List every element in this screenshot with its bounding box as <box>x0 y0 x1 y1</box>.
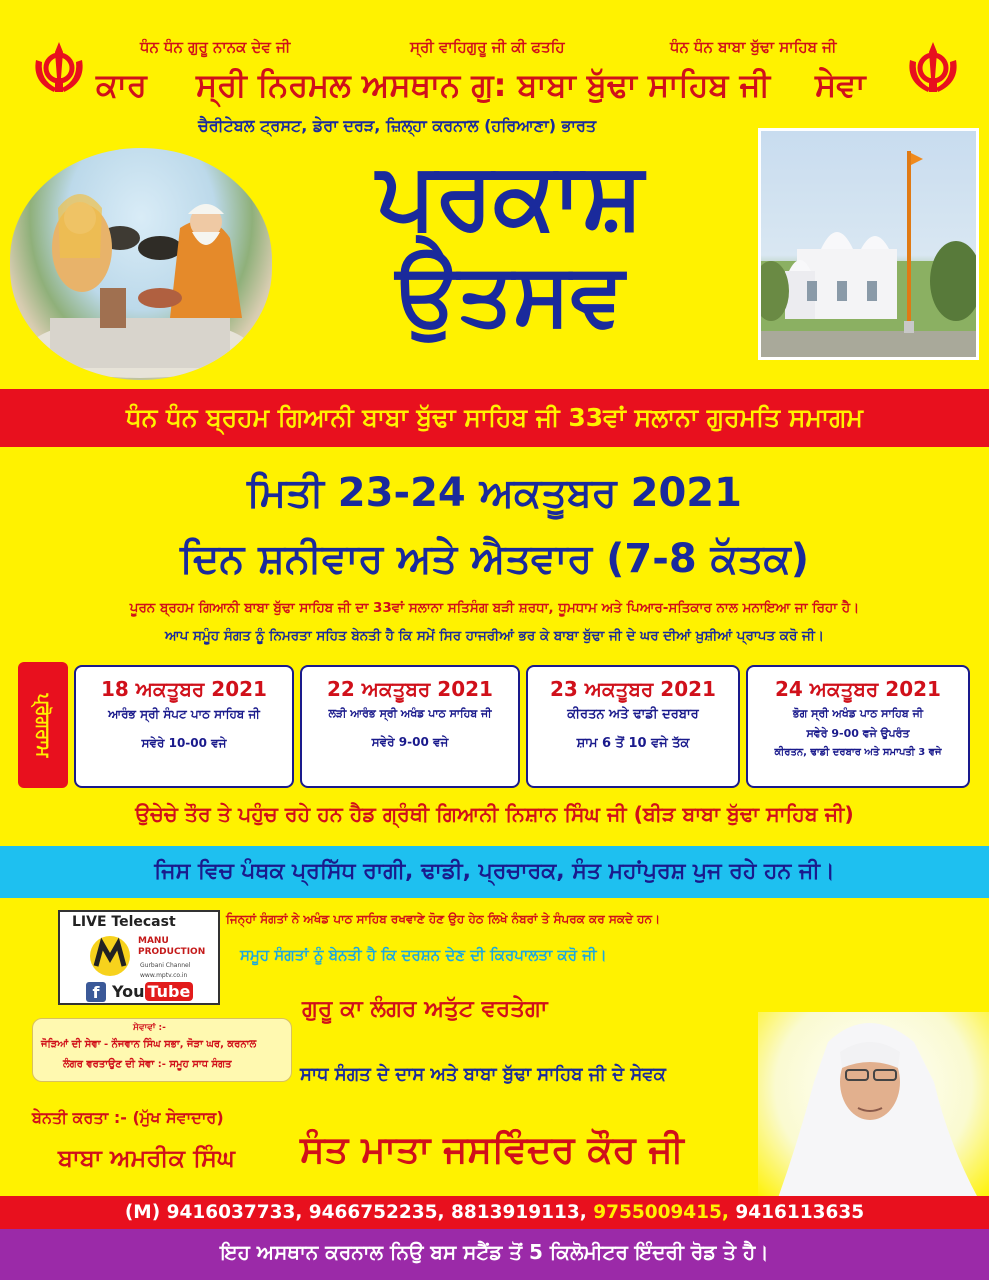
tag-waheguru: ਸ੍ਰੀ ਵਾਹਿਗੁਰੂ ਜੀ ਕੀ ਫਤਹਿ <box>410 38 565 56</box>
site-label: www.mptv.co.in <box>140 972 188 979</box>
program-card-line3: ਕੀਰਤਨ, ਢਾਡੀ ਦਰਬਾਰ ਅਤੇ ਸਮਾਪਤੀ 3 ਵਜੇ <box>774 747 942 758</box>
special-guest-line: ਉਚੇਚੇ ਤੌਰ ਤੇ ਪਹੁੰਚ ਰਹੇ ਹਨ ਹੈਡ ਗ੍ਰੰਥੀ ਗਿਆਨੀ ਨਿਸ਼ਾਨ ਸਿੰਘ ਜੀ (ਬੀੜ ਬਾਬਾ ਬੁੱਢਾ ਸਾਹਿਬ ਜੀ) <box>135 802 854 826</box>
program-card-date: 23 ਅਕਤੂਬਰ 2021 <box>550 677 716 701</box>
live-telecast-label <box>72 914 176 930</box>
khanda-icon-left <box>28 38 90 100</box>
program-card-1 <box>74 665 294 788</box>
mata-name: ਸੰਤ ਮਾਤਾ ਜਸਵਿੰਦਰ ਕੌਰ ਜੀ <box>300 1128 684 1171</box>
page-subtitle: ਚੈਰੀਟੇਬਲ ਟ੍ਰਸਟ, ਡੇਰਾ ਦਰੜ, ਜ਼ਿਲ੍ਹਾ ਕਰਨਾਲ (ਹਰਿਆਣਾ) ਭਾਰਤ <box>198 116 597 135</box>
performers-banner: ਜਿਸ ਵਿਚ ਪੰਥਕ ਪ੍ਰਸਿੱਧ ਰਾਗੀ, ਢਾਡੀ, ਪ੍ਰਚਾਰਕ, ਸੰਤ ਮਹਾਂਪੁਰਸ਼ ਪੁਜ ਰਹੇ ਹਨ ਜੀ। <box>0 846 989 898</box>
telecast-logo <box>58 910 220 1005</box>
program-card-line2: ਸ਼ਾਮ 6 ਤੋਂ 10 ਵਜੇ ਤੱਕ <box>576 736 690 751</box>
youtube-you: You <box>112 982 145 1001</box>
sevavan-title: ਸੇਵਾਵਾਂ :- <box>133 1023 166 1033</box>
program-card-line2: ਸਵੇਰੇ 10-00 ਵਜੇ <box>141 736 227 750</box>
painting-baba-budha <box>10 148 272 380</box>
darshan-request: ਸਮੂਹ ਸੰਗਤਾਂ ਨੂੰ ਬੇਨਤੀ ਹੈ ਕਿ ਦਰਸ਼ਨ ਦੇਣ ਦੀ ਕਿਰਪਾਲਤਾ ਕਰੋ ਜੀ। <box>240 946 607 964</box>
benti-karta-name: ਬਾਬਾ ਅਮਰੀਕ ਸਿੰਘ <box>58 1144 235 1172</box>
phone-numbers-bar <box>0 1196 989 1229</box>
samagam-banner: ਧੰਨ ਧੰਨ ਬ੍ਰਹਮ ਗਿਆਨੀ ਬਾਬਾ ਬੁੱਢਾ ਸਾਹਿਬ ਜੀ 33ਵਾਂ ਸਲਾਨਾ ਗੁਰਮਤਿ ਸਮਾਗਮ <box>0 389 989 447</box>
program-card-date: 18 ਅਕਤੂਬਰ 2021 <box>101 677 267 701</box>
program-card-line1: ਕੀਰਤਨ ਅਤੇ ਢਾਡੀ ਦਰਬਾਰ <box>567 707 699 722</box>
phone-numbers-3: 9416113635 <box>735 1202 865 1223</box>
seva-label: ਸੇਵਾ <box>815 66 866 104</box>
facebook-icon: f <box>86 982 106 1002</box>
photo-gurdwara <box>758 128 979 360</box>
program-card-date: 22 ਅਕਤੂਬਰ 2021 <box>327 677 493 701</box>
program-label-text: ਪ੍ਰੋਗਰਾਮ <box>32 693 54 757</box>
program-card-line1: ਲੜੀ ਆਰੰਭ ਸ੍ਰੀ ਅਖੰਡ ਪਾਠ ਸਾਹਿਬ ਜੀ <box>328 707 492 720</box>
manu-production-icon <box>86 934 134 978</box>
youtube-logo <box>112 982 193 1001</box>
program-card-3 <box>526 665 740 788</box>
tag-baba-budha: ਧੰਨ ਧੰਨ ਬਾਬਾ ਬੁੱਢਾ ਸਾਹਿਬ ਜੀ <box>670 38 837 56</box>
phone-numbers-1: (M) 9416037733, 9466752235, 8813919113, <box>124 1202 587 1223</box>
manu-production-label: MANU PRODUCTION <box>138 936 206 957</box>
event-date: ਮਿਤੀ 23-24 ਅਕਤੂਬਰ 2021 <box>247 470 742 516</box>
page-title: ਸ੍ਰੀ ਨਿਰਮਲ ਅਸਥਾਨ ਗੁ: ਬਾਬਾ ਬੁੱਢਾ ਸਾਹਿਬ ਜੀ <box>196 66 771 104</box>
hero-prakash: ਪ੍ਰਕਾਸ਼ <box>376 142 644 249</box>
gurbani-channel-label: Gurbani Channel <box>140 962 191 969</box>
sevavan-line-1: ਜੋੜਿਆਂ ਦੀ ਸੇਵਾ - ਨੌਜਵਾਨ ਸਿੰਘ ਸਭਾ, ਜੋੜਾ ਘਰ, ਕਰਨਾਲ <box>41 1039 257 1050</box>
sevak-line: ਸਾਧ ਸੰਗਤ ਦੇ ਦਾਸ ਅਤੇ ਬਾਬਾ ਬੁੱਢਾ ਸਾਹਿਬ ਜੀ ਦੇ ਸੇਵਕ <box>300 1064 666 1085</box>
event-days: ਦਿਨ ਸ਼ਨੀਵਾਰ ਅਤੇ ਐਤਵਾਰ (7-8 ਕੱਤਕ) <box>179 536 810 582</box>
program-card-line1: ਆਰੰਭ ਸ੍ਰੀ ਸੰਪਟ ਪਾਠ ਸਾਹਿਬ ਜੀ <box>108 707 260 721</box>
intro-line-1: ਪੂਰਨ ਬ੍ਰਹਮ ਗਿਆਨੀ ਬਾਬਾ ਬੁੱਢਾ ਸਾਹਿਬ ਜੀ ਦਾ 33ਵਾਂ ਸਲਾਨਾ ਸਤਿਸੰਗ ਬੜੀ ਸ਼ਰਧਾ, ਧੂਮਧਾਮ ਅਤੇ ਪਿਆਰ-ਸਤਿਕਾਰ ਨਾਲ ਮਨਾਇਆ ਜਾ ਰਿਹਾ ਹੈ। <box>129 600 860 616</box>
program-card-4 <box>746 665 970 788</box>
hero-utsav: ਉਤਸਵ <box>395 245 625 345</box>
location-footer: ਇਹ ਅਸਥਾਨ ਕਰਨਾਲ ਨਿਉ ਬਸ ਸਟੈਂਡ ਤੋਂ 5 ਕਿਲੋਮੀਟਰ ਇੰਦਰੀ ਰੋਡ ਤੇ ਹੈ। <box>0 1229 989 1280</box>
khanda-icon-right <box>902 38 964 100</box>
photo-mata-ji <box>758 1012 989 1198</box>
live-telecast-text: LIVE Telecast <box>72 914 176 930</box>
program-card-line2: ਸਵੇਰੇ 9-00 ਵਜੇ ਉਪਰੰਤ <box>806 727 910 740</box>
program-card-line2: ਸਵੇਰੇ 9-00 ਵਜੇ <box>371 735 449 749</box>
program-label <box>18 662 68 788</box>
program-card-date: 24 ਅਕਤੂਬਰ 2021 <box>775 677 941 701</box>
intro-line-2: ਆਪ ਸਮੂੰਹ ਸੰਗਤ ਨੂੰ ਨਿਮਰਤਾ ਸਹਿਤ ਬੇਨਤੀ ਹੈ ਕਿ ਸਮੇਂ ਸਿਰ ਹਾਜਰੀਆਂ ਭਰ ਕੇ ਬਾਬਾ ਬੁੱਢਾ ਜੀ ਦੇ ਘਰ ਦੀਆਂ ਖ਼ੁਸ਼ੀਆਂ ਪ੍ਰਾਪਤ ਕਰੋ ਜੀ। <box>164 628 825 644</box>
langar-notice: ਗੁਰੂ ਕਾ ਲੰਗਰ ਅਤੁੱਟ ਵਰਤੇਗਾ <box>302 996 548 1022</box>
akhand-paath-notice: ਜਿਨ੍ਹਾਂ ਸੰਗਤਾਂ ਨੇ ਅਖੰਡ ਪਾਠ ਸਾਹਿਬ ਰਖਵਾਣੇ ਹੋਣ ਉਹ ਹੇਠ ਲਿਖੇ ਨੰਬਰਾਂ ਤੇ ਸੰਪਰਕ ਕਰ ਸਕਦੇ ਹਨ। <box>226 912 661 926</box>
benti-karta-label: ਬੇਨਤੀ ਕਰਤਾ :- (ਮੁੱਖ ਸੇਵਾਦਾਰ) <box>32 1108 224 1127</box>
tag-guru-nanak: ਧੰਨ ਧੰਨ ਗੁਰੂ ਨਾਨਕ ਦੇਵ ਜੀ <box>140 38 291 56</box>
program-card-line1: ਭੋਗ ਸ੍ਰੀ ਅਖੰਡ ਪਾਠ ਸਾਹਿਬ ਜੀ <box>792 707 924 720</box>
kar-label: ਕਾਰ <box>96 66 147 104</box>
sevavan-line-2: ਲੰਗਰ ਵਰਤਾਉਣ ਦੀ ਸੇਵਾ :- ਸਮੂਹ ਸਾਧ ਸੰਗਤ <box>63 1059 232 1070</box>
sevavan-box <box>32 1018 292 1082</box>
phone-numbers-2: 9755009415, <box>593 1202 729 1223</box>
program-card-2 <box>300 665 520 788</box>
youtube-tube: Tube <box>145 982 194 1001</box>
